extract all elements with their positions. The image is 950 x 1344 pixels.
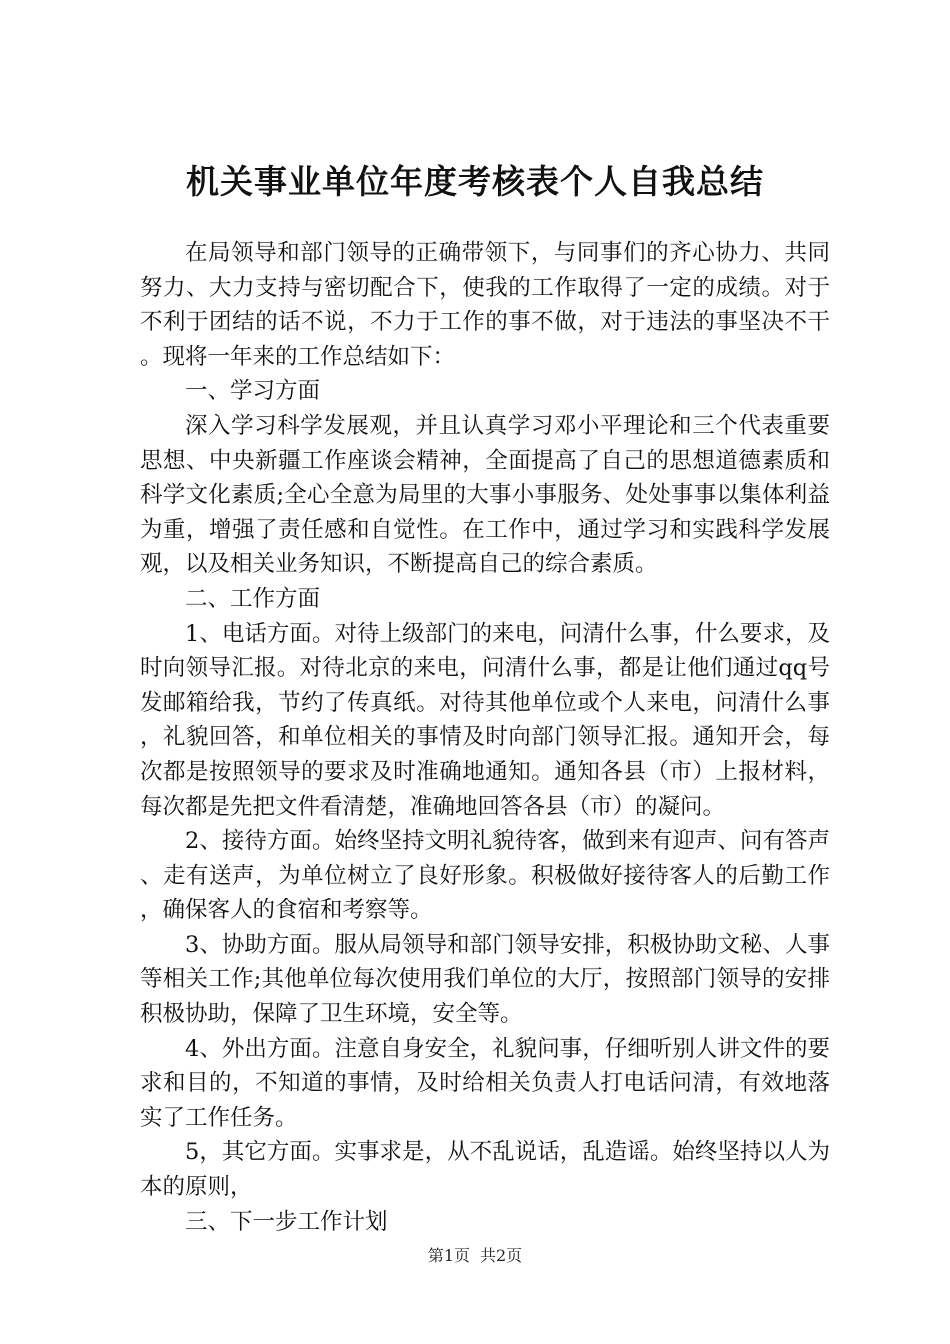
- work-item-assist: 3、协助方面。服从局领导和部门领导安排，积极协助文秘、人事等相关工作;其他单位每次使用我们单位的大厅，按照部门领导的安排积极协助，保障了卫生环境，安全等。: [140, 931, 830, 1028]
- section-heading-plan: 三、下一步工作计划: [185, 1208, 388, 1235]
- work-item-outing: 4、外出方面。注意自身安全，礼貌问事，仔细听别人讲文件的要求和目的，不知道的事情，及时给相关负责人打电话问清，有效地落实了工作任务。: [140, 1035, 830, 1131]
- study-paragraph: 深入学习科学发展观，并且认真学习邓小平理论和三个代表重要思想、中央新疆工作座谈会精神，全面提高了自己的思想道德素质和科学文化素质;全心全意为局里的大事小事服务、处处事事以集体利益为重，增强了责任感和自觉性。在工作中，通过学习和实践科学发展观，以及相关业务知识，不断提高自己的综合素质。: [140, 412, 830, 578]
- work-item-other: 5，其它方面。实事求是，从不乱说话，乱造谣。始终坚持以人为本的原则，: [140, 1139, 830, 1201]
- section-heading-study: 一、学习方面: [185, 378, 321, 405]
- document-title: 机关事业单位年度考核表个人自我总结: [186, 162, 764, 201]
- intro-paragraph: 在局领导和部门领导的正确带领下，与同事们的齐心协力、共同努力、大力支持与密切配合下，使我的工作取得了一定的成绩。对于不利于团结的话不说，不力于工作的事不做，对于违法的事坚决不干。现将一年来的工作总结如下：: [140, 240, 830, 370]
- work-item-phone: 1、电话方面。对待上级部门的来电，问清什么事，什么要求，及时向领导汇报。对待北京的来电，问清什么事，都是让他们通过qq号发邮箱给我，节约了传真纸。对待其他单位或个人来电，问清什么事，礼貌回答，和单位相关的事情及时向部门领导汇报。通知开会，每次都是按照领导的要求及时准确地通知。通知各县（市）上报材料，每次都是先把文件看清楚，准确地回答各县（市）的凝问。: [140, 620, 830, 820]
- work-item-reception: 2、接待方面。始终坚持文明礼貌待客，做到来有迎声、问有答声、走有送声，为单位树立了良好形象。积极做好接待客人的后勤工作，确保客人的食宿和考察等。: [140, 828, 830, 924]
- page-footer: [0, 1244, 950, 1268]
- section-heading-work: 二、工作方面: [185, 585, 321, 612]
- document-body: [140, 236, 830, 1239]
- page-number: 第1页: [427, 1246, 470, 1265]
- page-total: 共2页: [480, 1246, 523, 1265]
